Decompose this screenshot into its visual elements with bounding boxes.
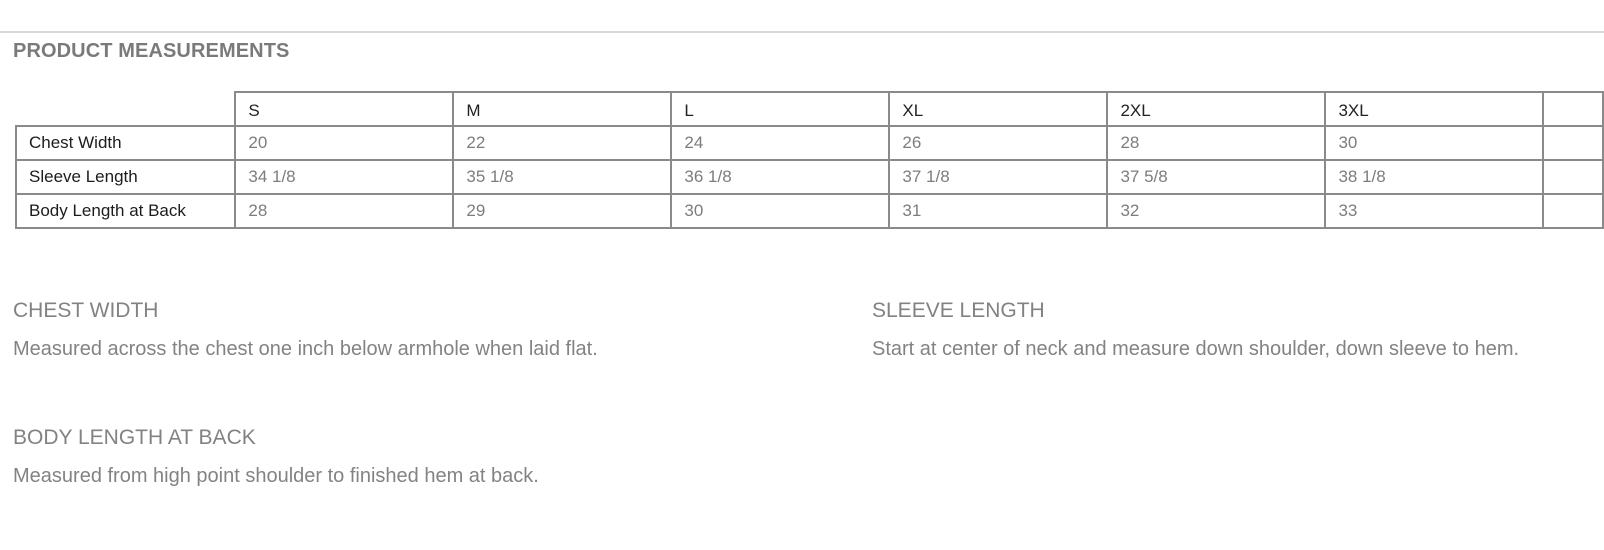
table-cell-overflow <box>1543 160 1603 194</box>
table-cell: 30 <box>1325 126 1543 160</box>
table-cell-overflow <box>1543 194 1603 228</box>
sleeve-length-heading: SLEEVE LENGTH <box>872 299 1045 322</box>
size-header-s: S <box>235 92 453 126</box>
body-length-heading: BODY LENGTH AT BACK <box>13 426 256 449</box>
sleeve-length-text: Start at center of neck and measure down shoulder, down sleeve to hem. <box>872 338 1520 360</box>
row-label-chest-width: Chest Width <box>16 126 235 160</box>
size-header-overflow <box>1543 92 1603 126</box>
table-cell: 24 <box>671 126 889 160</box>
table-cell: 34 1/8 <box>235 160 453 194</box>
table-cell: 35 1/8 <box>453 160 671 194</box>
measurements-table <box>15 91 1604 229</box>
size-header-l: L <box>671 92 889 126</box>
chest-width-text: Measured across the chest one inch below armhole when laid flat. <box>13 338 598 360</box>
table-corner-cell <box>16 92 235 126</box>
table-cell: 36 1/8 <box>671 160 889 194</box>
body-length-description <box>13 426 539 488</box>
table-cell: 31 <box>889 194 1107 228</box>
row-label-sleeve-length: Sleeve Length <box>16 160 235 194</box>
section-title: PRODUCT MEASUREMENTS <box>13 40 290 62</box>
table-cell: 37 1/8 <box>889 160 1107 194</box>
table-cell: 33 <box>1325 194 1543 228</box>
table-row-chest-width <box>16 126 1603 160</box>
table-cell: 20 <box>235 126 453 160</box>
size-header-3xl: 3XL <box>1325 92 1543 126</box>
table-row-sleeve-length <box>16 160 1603 194</box>
size-header-2xl: 2XL <box>1107 92 1325 126</box>
chest-width-heading: CHEST WIDTH <box>13 299 159 322</box>
size-header-xl: XL <box>889 92 1107 126</box>
row-label-body-length-at-back: Body Length at Back <box>16 194 235 228</box>
table-cell-overflow <box>1543 126 1603 160</box>
table-header-row <box>16 92 1603 126</box>
table-cell: 29 <box>453 194 671 228</box>
size-header-m: M <box>453 92 671 126</box>
table-cell: 38 1/8 <box>1325 160 1543 194</box>
table-cell: 32 <box>1107 194 1325 228</box>
top-divider <box>0 31 1604 33</box>
body-length-text: Measured from high point shoulder to finished hem at back. <box>13 465 539 487</box>
table-cell: 37 5/8 <box>1107 160 1325 194</box>
table-cell: 26 <box>889 126 1107 160</box>
table-cell: 30 <box>671 194 889 228</box>
sleeve-length-description <box>872 299 1519 361</box>
table-cell: 28 <box>235 194 453 228</box>
table-cell: 22 <box>453 126 671 160</box>
table-row-body-length <box>16 194 1603 228</box>
chest-width-description <box>13 299 598 361</box>
table-cell: 28 <box>1107 126 1325 160</box>
